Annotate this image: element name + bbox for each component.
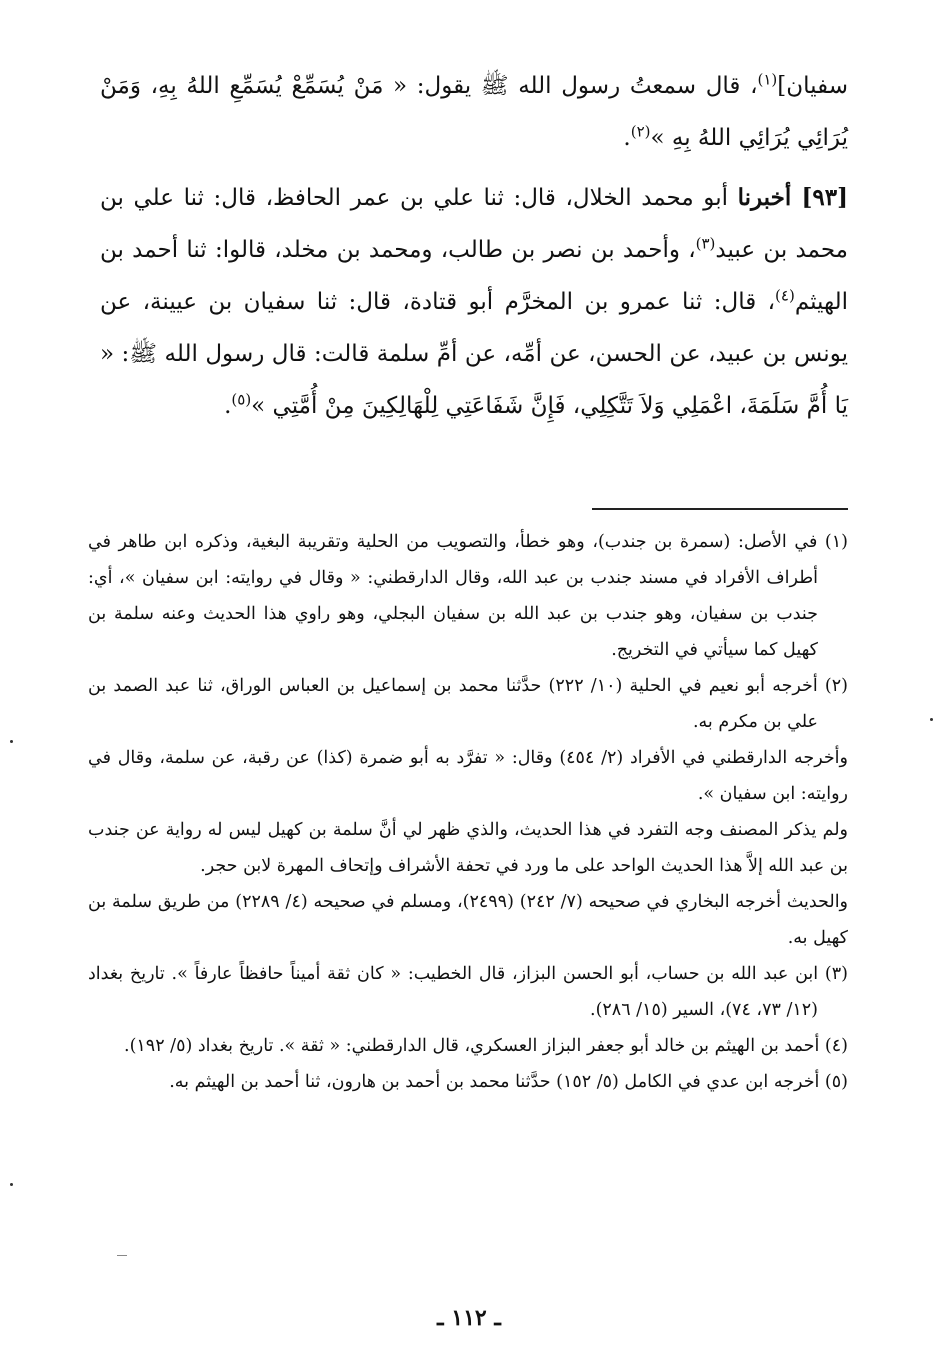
footnotes: [88, 524, 848, 1100]
footnote-3: (٣) ابن عبد الله بن حساب، أبو الحسن البزاز، قال الخطيب: « كان ثقة أميناً حافظاً عارفاً ». تاريخ بغداد (١٢/ ٧٣، ٧٤)، السير (١٥/ ٢٨٦).: [88, 964, 848, 1020]
footnote-5: (٥) أخرجه ابن عدي في الكامل (٥/ ١٥٢) حدَّثنا محمد بن أحمد بن هارون، ثنا أحمد بن الهيثم به.: [169, 1072, 848, 1092]
footnote-ref-5[interactable]: (٥): [231, 390, 252, 409]
footnote-ref-4[interactable]: (٤): [775, 286, 795, 305]
scan-speck: [10, 740, 13, 743]
scan-mark: [117, 1255, 127, 1256]
text-run: ، وأحمد بن نصر بن طالب، ومحمد بن مخلد، قالوا: ثنا أحمد بن الهيثم: [100, 237, 848, 315]
main-text: [100, 60, 848, 432]
footnote-ref-2[interactable]: (٢): [630, 122, 651, 141]
paragraph-93: [100, 172, 848, 432]
scan-speck: [930, 718, 933, 721]
paragraph-1: [100, 60, 848, 164]
text-run: سفيان]: [777, 73, 848, 99]
text-run: .: [623, 125, 631, 151]
footnote-1: (١) في الأصل: (سمرة بن جندب)، وهو خطأ، والتصويب من الحلية وتقريبة البغية، وذكره ابن طاهر في أطراف الأفراد في مسند جندب بن عبد الله، وقال الدارقطني: « وقال في روايته: ابن سفيان »، أي: جندب بن سفيان، وهو جندب بن عبد الله بن سفيان البجلي، وهو راوي هذا الحديث وعنه سلمة بن كهيل كما سيأتي في التخريج.: [88, 532, 848, 660]
text-run: ، قال: ثنا عمرو بن المخرَّم أبو قتادة، قال: ثنا سفيان بن عيينة، عن يونس بن عبيد، عن الحسن، عن أمِّه، عن أمِّ سلمة قالت: قال رسول الله ﷺ: « يَا أُمَّ سَلَمَةَ، اعْمَلِي وَلاَ تَتَّكِلِي، فَإِنَّ شَفَاعَتِي لِلْهَالِكِينَ مِنْ أُمَّتِي »: [100, 289, 848, 419]
text-run: أبو محمد الخلال، قال: ثنا علي بن عمر الحافظ، قال: ثنا علي بن محمد بن عبيد: [100, 185, 848, 263]
footnote-2-continued: والحديث أخرجه البخاري في صحيحه (٧/ ٢٤٢) (٢٤٩٩)، ومسلم في صحيحه (٤/ ٢٢٨٩) من طريق سلمة بن كهيل به.: [88, 892, 849, 948]
footnote-2: (٢) أخرجه أبو نعيم في الحلية (١٠/ ٢٢٢) حدَّثنا محمد بن إسماعيل بن العباس الوراق، ثنا عبد الصمد بن علي بن مكرم به.: [88, 676, 848, 732]
scan-speck: [10, 1183, 13, 1186]
hadith-number: [٩٣] أخبرنا: [737, 184, 848, 211]
footnote-divider: [592, 508, 848, 510]
footnote-ref-3[interactable]: (٣): [695, 234, 716, 253]
footnote-2-continued: وأخرجه الدارقطني في الأفراد (٢/ ٤٥٤) وقال: « تفرَّد به أبو ضمرة (كذا) عن رقبة، عن سلمة، وقال في روايته: ابن سفيان ».: [88, 748, 848, 804]
text-run: ، قال سمعتُ رسول الله ﷺ يقول: « مَنْ يُسَمِّعْ يُسَمِّعِ اللهُ بِهِ، وَمَنْ يُرَائِي يُرَائِي اللهُ بِهِ »: [100, 73, 848, 151]
text-run: .: [224, 393, 232, 419]
footnote-4: (٤) أحمد بن الهيثم بن خالد أبو جعفر البزاز العسكري، قال الدارقطني: « ثقة ». تاريخ بغداد (٥/ ١٩٢).: [124, 1036, 848, 1056]
page-number: ـ ١١٢ ـ: [437, 1305, 501, 1331]
footnote-ref-1[interactable]: (١): [757, 70, 778, 89]
footnote-2-continued: ولم يذكر المصنف وجه التفرد في هذا الحديث، والذي ظهر لي أنَّ سلمة بن كهيل ليس له رواية عن جندب بن عبد الله إلاَّ هذا الحديث الواحد على ما ورد في تحفة الأشراف وإتحاف المهرة لابن حجر.: [88, 820, 848, 876]
